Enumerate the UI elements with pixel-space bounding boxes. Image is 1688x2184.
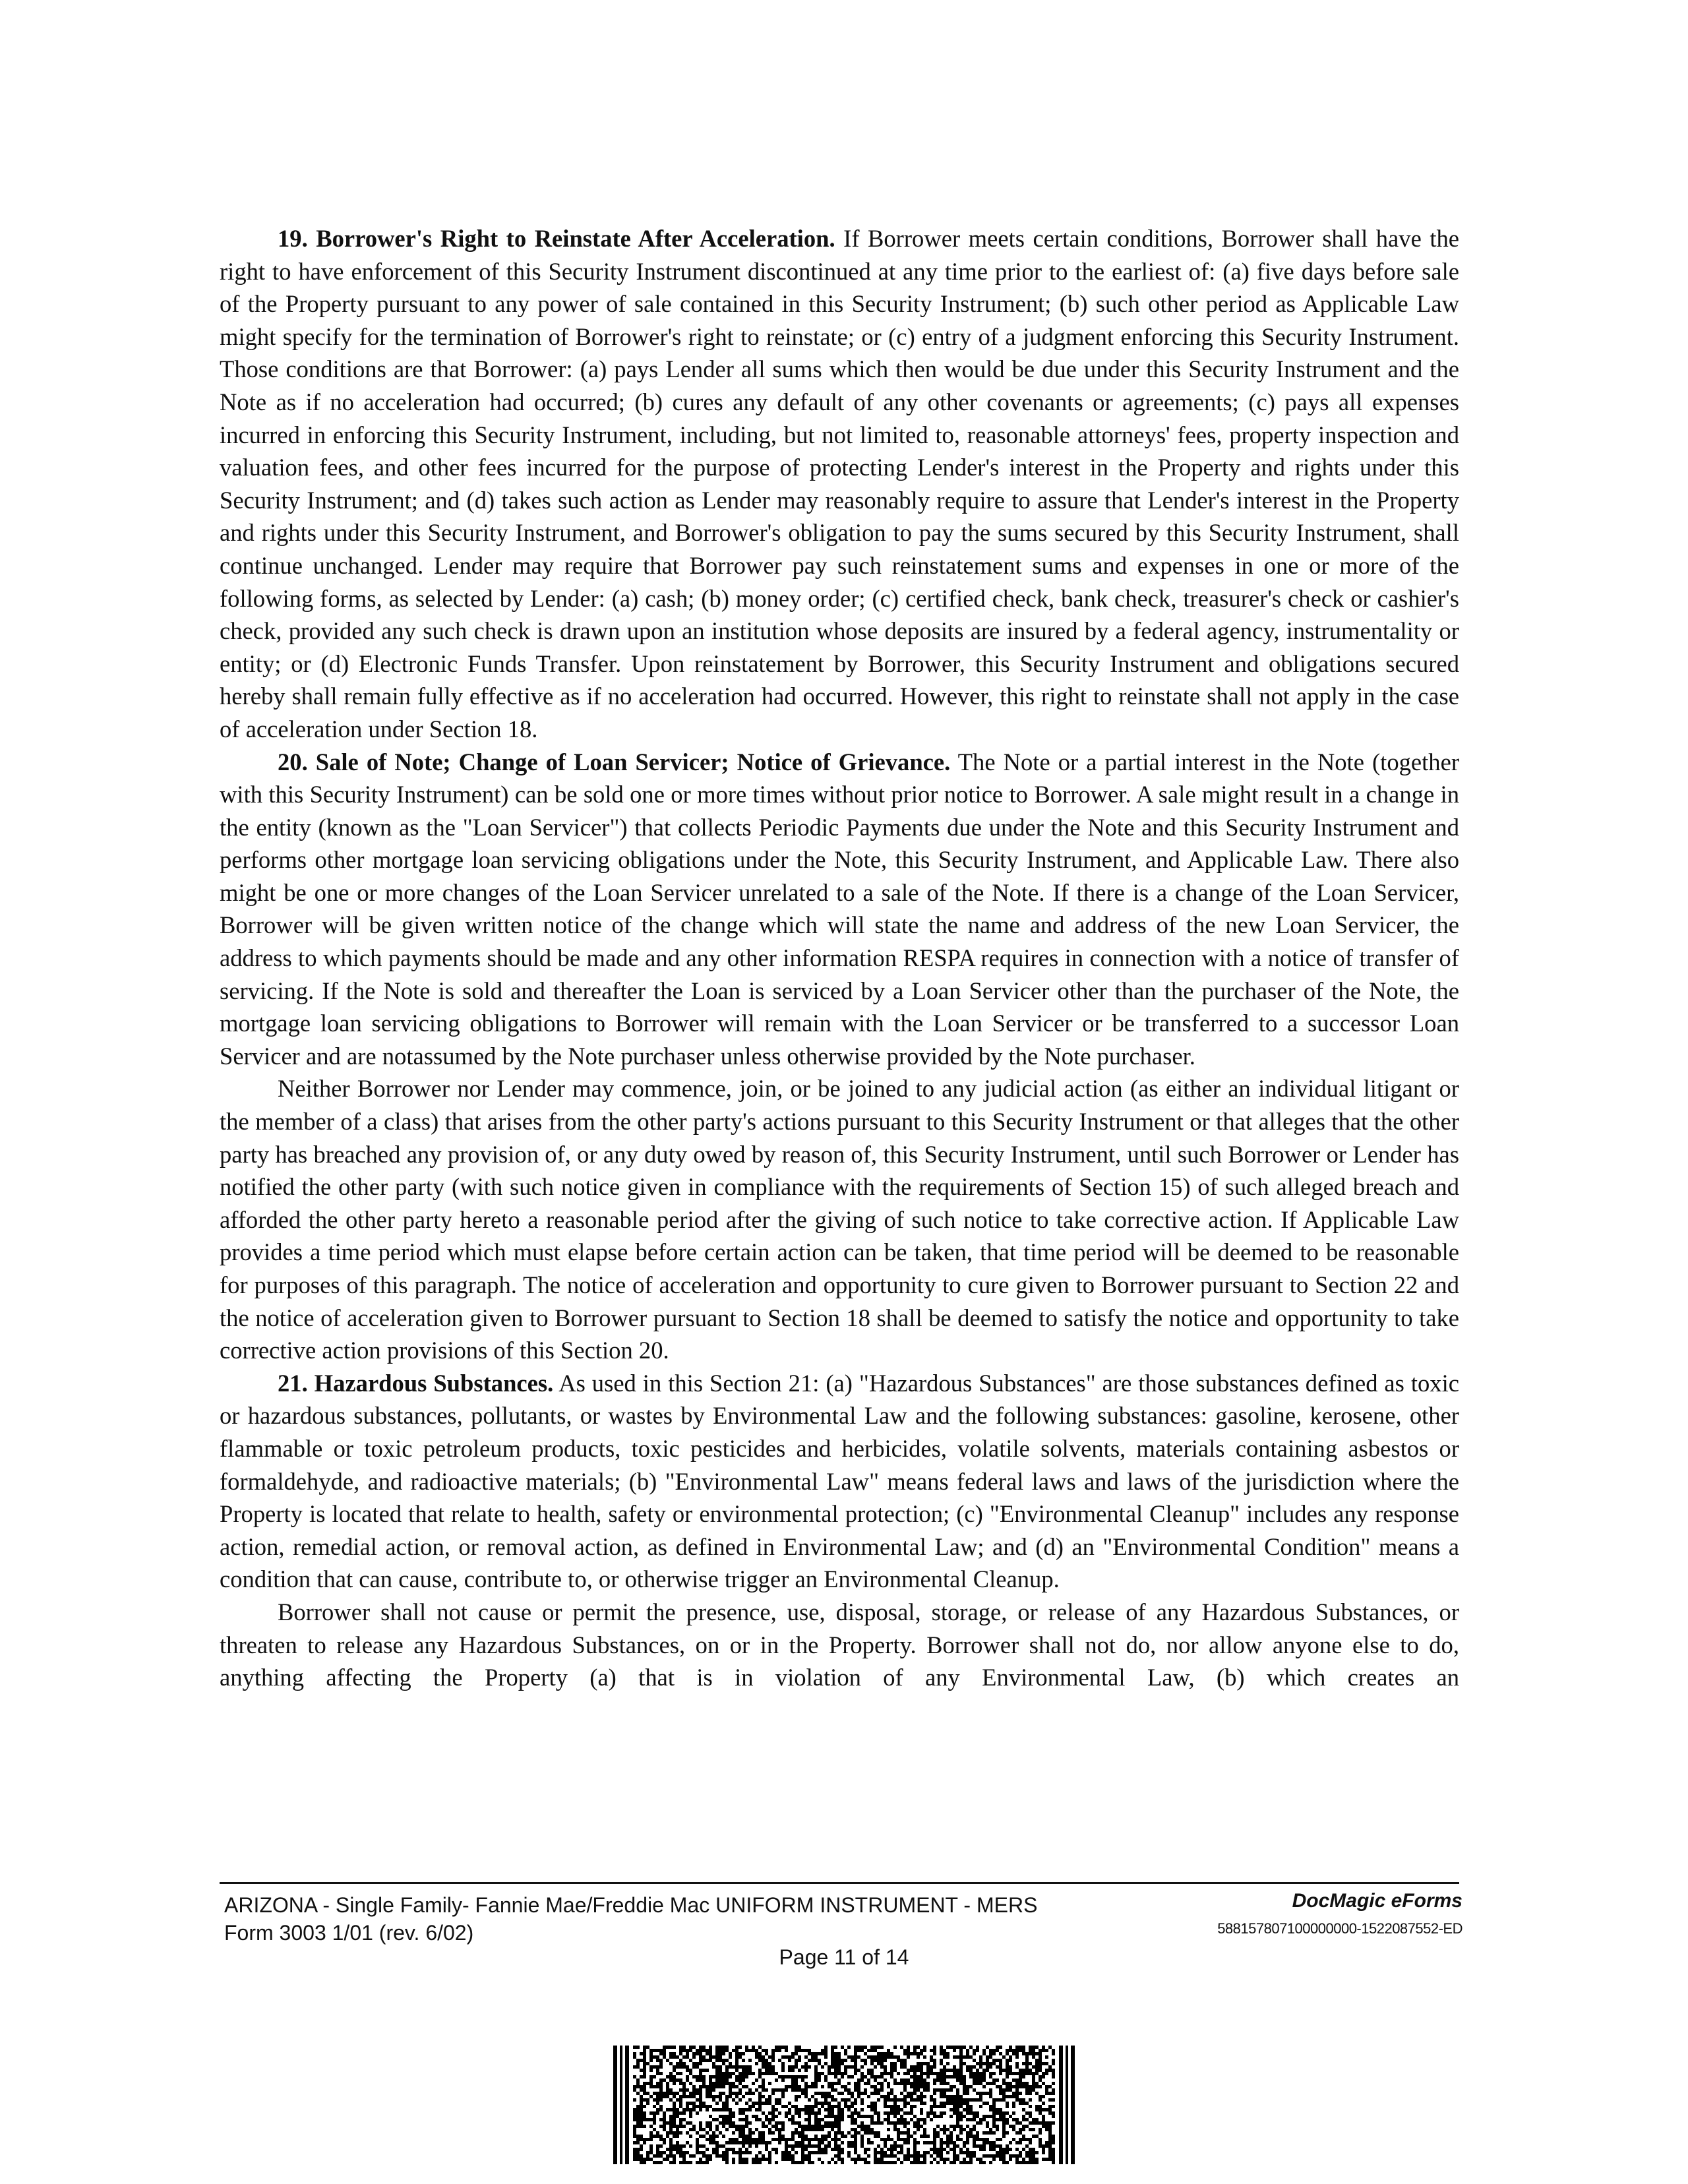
- section-19-heading: 19. Borrower's Right to Reinstate After Acceleration.: [278, 225, 835, 252]
- section-19-paragraph: [220, 222, 1459, 746]
- footer-form-info: [224, 1891, 1037, 1947]
- docmagic-logo: DocMagic eForms: [1292, 1890, 1462, 1912]
- section-20-heading: 20. Sale of Note; Change of Loan Servicer; Notice of Grievance.: [278, 748, 951, 775]
- page-number: Page 11 of 14: [779, 1945, 909, 1969]
- section-21-text: As used in this Section 21: (a) "Hazardous Substances" are those substances defined as toxic or hazardous substances, pollutants, or wastes by Environmental Law and the following substances: gasoline, kerosene, other flammable or toxic petroleum products, toxic pesticides and herbicides, volatile solvents, materials containing asbestos or formaldehyde, and radioactive materials; (b) "Environmental Law" means federal laws and laws of the jurisdiction where the Property is located that relate to health, safety or environmental protection; (c) "Environmental Cleanup" includes any response action, remedial action, or removal action, as defined in Environmental Law; and (d) an "Environmental Condition" means a condition that can cause, contribute to, or otherwise trigger an Environmental Cleanup.: [220, 1369, 1459, 1593]
- footer-divider: [220, 1882, 1459, 1884]
- footer-form-number: Form 3003 1/01 (rev. 6/02): [224, 1921, 474, 1945]
- section-20-paragraph: [220, 746, 1459, 1073]
- section-21-heading: 21. Hazardous Substances.: [278, 1369, 554, 1397]
- section-20-text: The Note or a partial interest in the Note (together with this Security Instrument) can be sold one or more times without prior notice to Borrower. A sale might result in a change in the entity (known as the "Loan Servicer") that collects Periodic Payments due under the Note and this Security Instrument and performs other mortgage loan servicing obligations under the Note, this Security Instrument, and Applicable Law. There also might be one or more changes of the Loan Servicer unrelated to a sale of the Note. If there is a change of the Loan Servicer, Borrower will be given written notice of the change which will state the name and address of the new Loan Servicer, the address to which payments should be made and any other information RESPA requires in connection with a notice of transfer of servicing. If the Note is sold and thereafter the Loan is serviced by a Loan Servicer other than the purchaser of the Note, the mortgage loan servicing obligations to Borrower will remain with the Loan Servicer or be transferred to a successor Loan Servicer and are notassumed by the Note purchaser unless otherwise provided by the Note purchaser.: [220, 748, 1459, 1070]
- document-code: 588157807100000000-1522087552-ED: [1217, 1920, 1462, 1937]
- footer-form-title: ARIZONA - Single Family- Fannie Mae/Freddie Mac UNIFORM INSTRUMENT - MERS: [224, 1893, 1038, 1917]
- document-body: [220, 222, 1459, 1694]
- section-21-paragraph-2: Borrower shall not cause or permit the presence, use, disposal, storage, or release of any Hazardous Substances, or threaten to release any Hazardous Substances, on or in the Property. Borrower shall not do, nor allow anyone else to do, anything affecting the Property (a) that is in violation of any Environmental Law, (b) which creates an: [220, 1598, 1459, 1691]
- section-19-text: If Borrower meets certain conditions, Borrower shall have the right to have enforcement of this Security Instrument discontinued at any time prior to the earliest of: (a) five days before sale of the Property pursuant to any power of sale contained in this Security Instrument; (b) such other period as Applicable Law might specify for the termination of Borrower's right to reinstate; or (c) entry of a judgment enforcing this Security Instrument. Those conditions are that Borrower: (a) pays Lender all sums which then would be due under this Security Instrument and the Note as if no acceleration had occurred; (b) cures any default of any other covenants or agreements; (c) pays all expenses incurred in enforcing this Security Instrument, including, but not limited to, reasonable attorneys' fees, property inspection and valuation fees, and other fees incurred for the purpose of protecting Lender's interest in the Property and rights under this Security Instrument; and (d) takes such action as Lender may reasonably require to assure that Lender's interest in the Property and rights under this Security Instrument, and Borrower's obligation to pay the sums secured by this Security Instrument, shall continue unchanged. Lender may require that Borrower pay such reinstatement sums and expenses in one or more of the following forms, as selected by Lender: (a) cash; (b) money order; (c) certified check, bank check, treasurer's check or cashier's check, provided any such check is drawn upon an institution whose deposits are insured by a federal agency, instrumentality or entity; or (d) Electronic Funds Transfer. Upon reinstatement by Borrower, this Security Instrument and obligations secured hereby shall remain fully effective as if no acceleration had occurred. However, this right to reinstate shall not apply in the case of acceleration under Section 18.: [220, 225, 1460, 743]
- barcode-image: [613, 2046, 1075, 2164]
- section-20-paragraph-2: Neither Borrower nor Lender may commence, join, or be joined to any judicial action (as either an individual litigant or the member of a class) that arises from the other party's actions pursuant to this Security Instrument or that alleges that the other party has breached any provision of, or any duty owed by reason of, this Security Instrument, until such Borrower or Lender has notified the other party (with such notice given in compliance with the requirements of Section 15) of such alleged breach and afforded the other party hereto a reasonable period after the giving of such notice to take corrective action. If Applicable Law provides a time period which must elapse before certain action can be taken, that time period will be deemed to be reasonable for purposes of this paragraph. The notice of acceleration and opportunity to cure given to Borrower pursuant to Section 22 and the notice of acceleration given to Borrower pursuant to Section 18 shall be deemed to satisfy the notice and opportunity to take corrective action provisions of this Section 20.: [220, 1075, 1459, 1364]
- section-21-paragraph: [220, 1367, 1459, 1596]
